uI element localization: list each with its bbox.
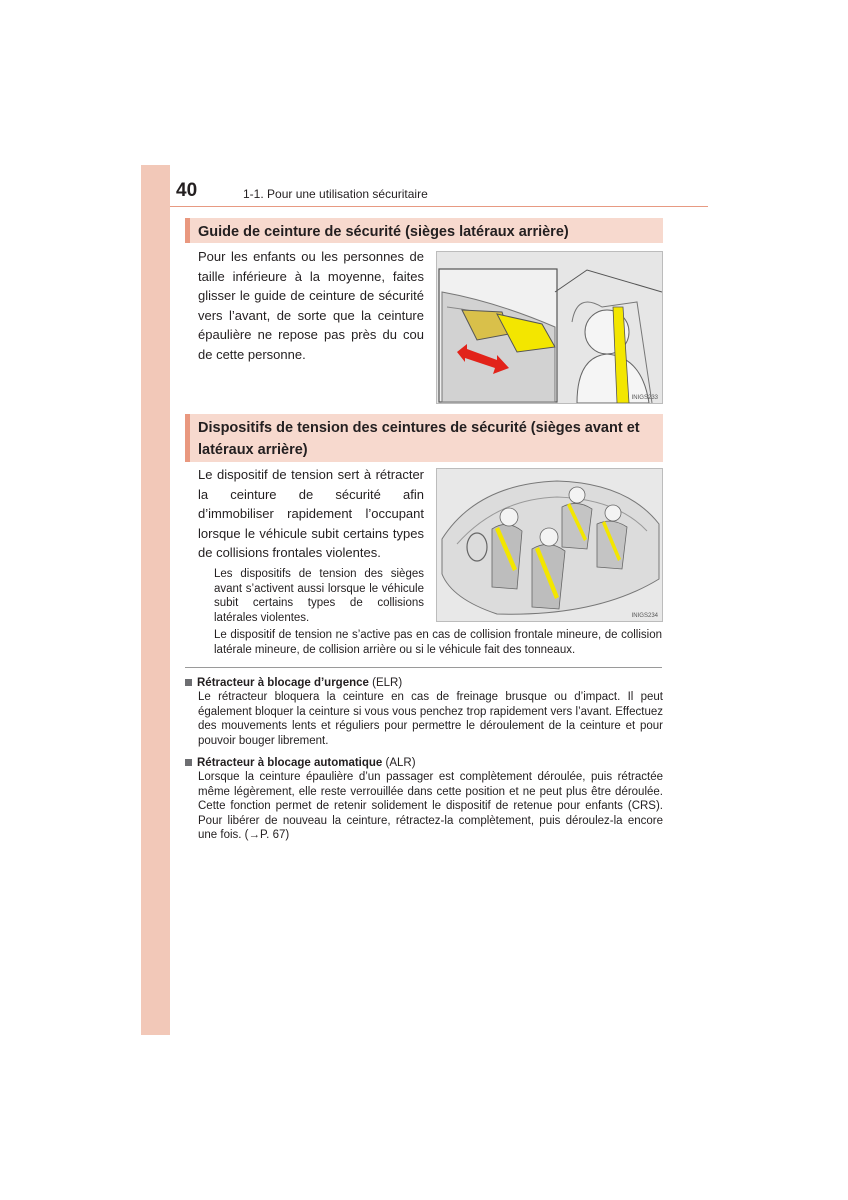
square-bullet-icon	[185, 679, 192, 686]
vehicle-cabin-drawing	[437, 469, 662, 621]
illustration-code: INIGS233	[631, 395, 658, 401]
elr-title: Rétracteur à blocage d’urgence (ELR)	[185, 676, 663, 690]
running-header: 1-1. Pour une utilisation sécuritaire	[243, 187, 428, 201]
section-body-text: Pour les enfants ou les personnes de taille inférieure à la moyenne, faites glisser le guide de ceinture de sécurité vers l’avant, de sorte que la ceinture épaulière ne repose pas près du cou de cette personne.	[198, 249, 424, 362]
elr-item	[185, 676, 663, 748]
alr-title: Rétracteur à blocage automatique (ALR)	[185, 756, 663, 770]
belt-guide-illustration	[436, 251, 663, 404]
belt-guide-drawing	[437, 252, 662, 403]
note-side-collision: Les dispositifs de tension des sièges avant s’activent aussi lorsque le véhicule subit certains types de collisions latérales violentes.	[214, 568, 424, 624]
note-no-activation: Le dispositif de tension ne s’active pas en cas de collision frontale mineure, de collision latérale mineure, de collision arrière ou si le véhicule fait des tonneaux.	[214, 629, 662, 656]
section-body-text: Le dispositif de tension sert à rétracter la ceinture de sécurité afin d’immobiliser rapidement l’occupant lorsque le véhicule subit certains types de collisions frontales violentes.	[198, 467, 424, 560]
section-title: Dispositifs de tension des ceintures de sécurité (sièges avant et latéraux arrière)	[198, 420, 640, 458]
elr-text: Le rétracteur bloquera la ceinture en cas de freinage brusque ou d’impact. Il peut également bloquer la ceinture si vous vous penchez trop rapidement vers l’avant. Effectuez des mouvements lents et réguliers pour permettre le déroulement de la ceinture et pour pouvoir bouger librement.	[198, 691, 663, 747]
square-bullet-icon	[185, 759, 192, 766]
section-heading-belt-guide	[185, 218, 663, 243]
section-heading-pretensioners	[185, 414, 663, 462]
header-rule	[170, 206, 708, 207]
divider-rule	[185, 667, 662, 668]
page-number: 40	[176, 180, 198, 201]
section-title: Guide de ceinture de sécurité (sièges latéraux arrière)	[198, 224, 569, 240]
pretensioner-illustration	[436, 468, 663, 622]
alr-text: Lorsque la ceinture épaulière d’un passager est complètement déroulée, puis rétractée même légèrement, elle reste verrouillée dans cette position et ne peut plus être déroulée. Cette fonction permet de retenir solidement le dispositif de retenue pour enfants (CRS). Pour libérer de nouveau la ceinture, rétractez-la complètement, puis déroulez-la encore une fois. (→P. 67)	[198, 771, 663, 842]
alr-item	[185, 756, 663, 843]
illustration-code: INIGS234	[631, 613, 658, 619]
side-tab-band	[141, 165, 170, 1035]
